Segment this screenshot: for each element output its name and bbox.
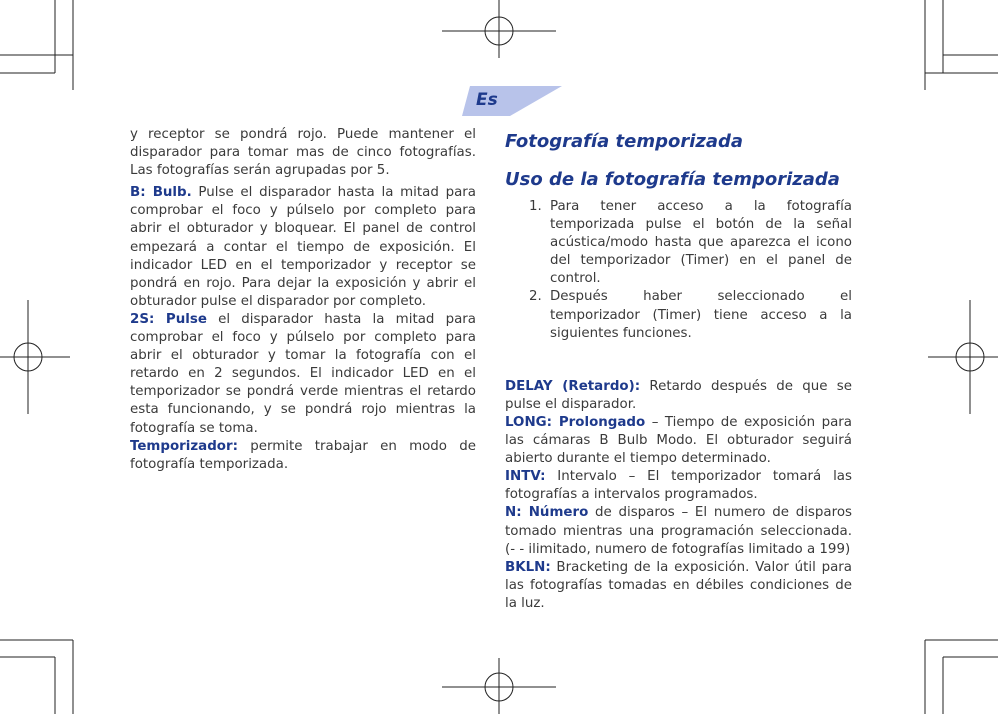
- step-number: 2.: [529, 289, 542, 305]
- text-bulb: Pulse el disparador hasta la mitad para comprobar el foco y púlselo por completo para abrir el obturador y bloquear. El panel de control empezará a contar el tiempo de exposición. El indicador LED en el temporizador y receptor se pondrá en rojo. Para dejar la exposición y abrir el obturador pulse el disparador por completo.: [130, 185, 476, 309]
- paragraph-timer: [130, 438, 476, 474]
- step-text: Después haber seleccionado el temporizador (Timer) tiene acceso a la siguientes funciones.: [550, 289, 852, 341]
- language-tab: [462, 86, 562, 116]
- list-item: [505, 198, 852, 288]
- text-number: de disparos – El numero de disparos tomado mientras una programación seleccionada. (- - ilimitado, numero de fotografías limitado a 199): [505, 505, 852, 557]
- paragraph-bulb: [130, 184, 476, 311]
- term-long: LONG: Prolongado: [505, 414, 646, 430]
- definition-number: [505, 504, 852, 558]
- text-timer: permite trabajar en modo de fotografía temporizada.: [130, 438, 476, 472]
- term-number: N: Número: [505, 505, 589, 521]
- term-pulse: 2S: Pulse: [130, 311, 207, 327]
- term-bulb: B: Bulb.: [130, 185, 192, 201]
- paragraph-intro: y receptor se pondrá rojo. Puede mantener el disparador para tomar mas de cinco fotografías. Las fotografías serán agrupadas por 5.: [130, 127, 476, 179]
- term-delay: DELAY (Retardo):: [505, 378, 641, 394]
- paragraph-pulse: [130, 311, 476, 438]
- registration-mark-top: [442, 0, 556, 58]
- registration-mark-right: [928, 300, 998, 414]
- definition-intv: [505, 468, 852, 504]
- steps-list: [505, 198, 852, 343]
- right-column: [505, 126, 852, 613]
- text-bkln: Bracketing de la exposición. Valor útil para las fotografías tomadas en débiles condiciones de la luz.: [505, 559, 852, 611]
- list-item: [505, 288, 852, 342]
- term-timer: Temporizador:: [130, 438, 238, 454]
- definition-delay: [505, 378, 852, 414]
- term-bkln: BKLN:: [505, 559, 551, 575]
- definition-long: [505, 414, 852, 468]
- term-intv: INTV:: [505, 469, 546, 485]
- text-intv: Intervalo – El temporizador tomará las fotografías a intervalos programados.: [505, 469, 852, 503]
- text-delay: Retardo después de que se pulse el disparador.: [505, 378, 852, 412]
- text-long: – Tiempo de exposición para las cámaras B Bulb Modo. El obturador seguirá abierto durante el tiempo determinado.: [505, 414, 852, 467]
- step-text: Para tener acceso a la fotografía temporizada pulse el botón de la señal acústica/modo hasta que aparezca el icono del temporizador (Timer) en el panel de control.: [550, 199, 852, 287]
- section-subtitle: Uso de la fotografía temporizada: [505, 169, 840, 190]
- section-title: Fotografía temporizada: [505, 131, 744, 152]
- left-column: [130, 126, 476, 474]
- step-number: 1.: [529, 199, 542, 214]
- registration-mark-bottom: [442, 658, 556, 714]
- text-pulse: el disparador hasta la mitad para comprobar el foco y púlselo por completo para abrir el obturador y tomar la fotografía con el retardo en 2 segundos. El indicador LED en el temporizador se pondrá verde mientras el retardo esta funcionando, y se pondrá rojo mientras la fotografía se toma.: [130, 311, 477, 436]
- definition-bkln: [505, 559, 852, 613]
- language-tab-label: Es: [476, 90, 498, 110]
- registration-mark-left: [0, 300, 70, 414]
